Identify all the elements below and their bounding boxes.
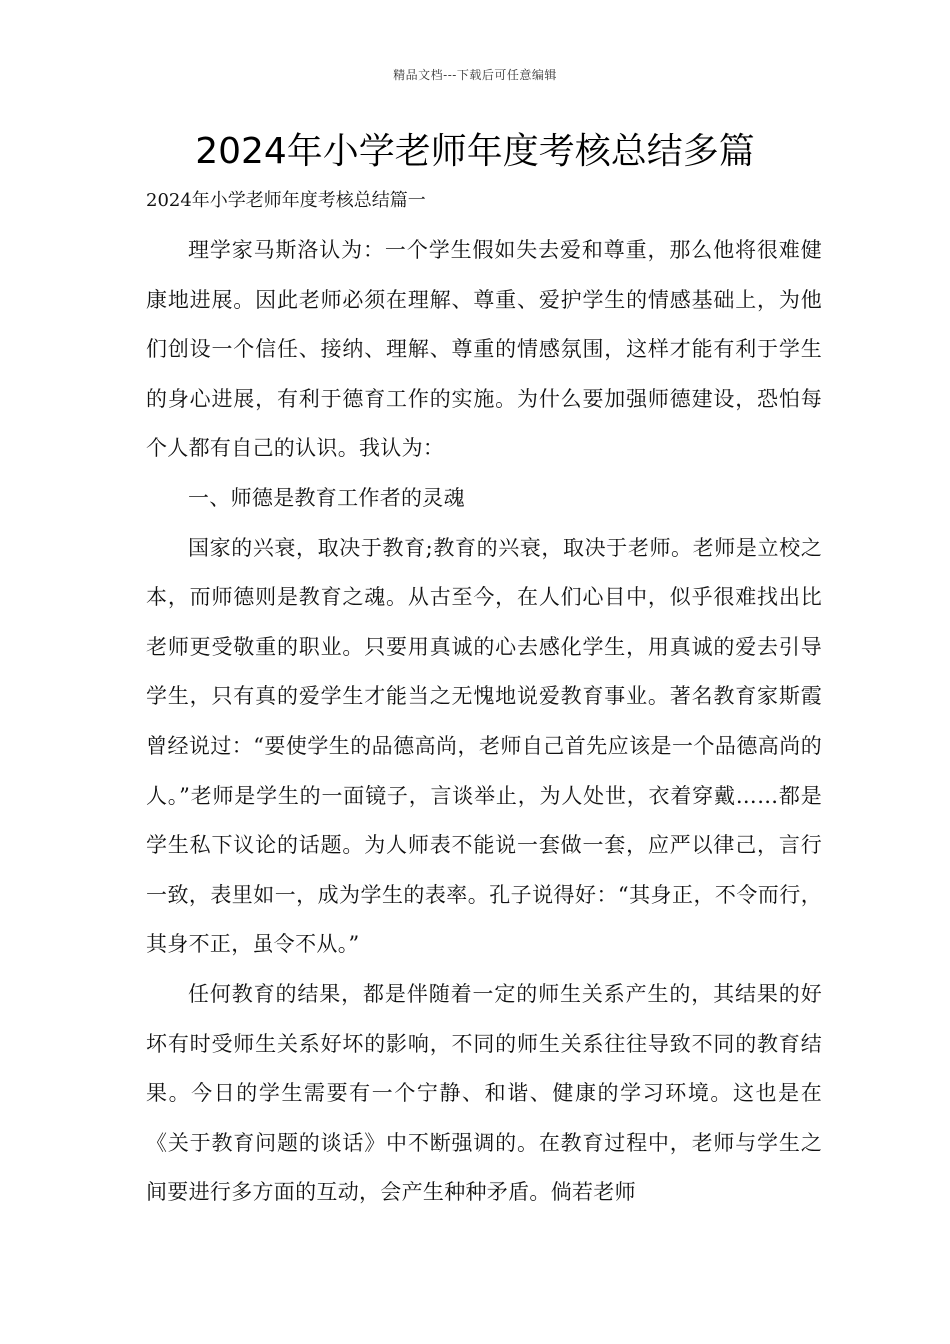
paragraph-teacher-student-relationship: 任何教育的结果，都是伴随着一定的师生关系产生的，其结果的好坏有时受师生关系好坏的影响，不同的师生关系往往导致不同的教育结果。今日的学生需要有一个宁静、和谐、健康的学习环境。这也是在《关于教育问题的谈话》中不断强调的。在教育过程中，老师与学生之间要进行多方面的互动，会产生种种矛盾。倘若老师 xyxy=(146,981,822,1205)
document-title: 2024年小学老师年度考核总结多篇 xyxy=(195,131,755,172)
paragraph-intro: 理学家马斯洛认为：一个学生假如失去爱和尊重，那么他将很难健康地进展。因此老师必须在理解、尊重、爱护学生的情感基础上，为他们创设一个信任、接纳、理解、尊重的情感氛围，这样才能有利于学生的身心进展，有利于德育工作的实施。为什么要加强师德建设，恐怕每个人都有自己的认识。我认为： xyxy=(146,238,822,461)
paragraph-teacher-ethics: 国家的兴衰，取决于教育;教育的兴衰，取决于老师。老师是立校之本，而师德则是教育之魂。从古至今，在人们心目中，似乎很难找出比老师更受敬重的职业。只要用真诚的心去感化学生，用真诚的爱去引导学生，只有真的爱学生才能当之无愧地说爱教育事业。著名教育家斯霞曾经说过：“要使学生的品德高尚，老师自己首先应该是一个品德高尚的人。”老师是学生的一面镜子，言谈举止，为人处世，衣着穿戴……都是学生私下议论的话题。为人师表不能说一套做一套，应严以律己，言行一致，表里如一，成为学生的表率。孔子说得好：“其身正，不令而行，其身不正，虽令不从。” xyxy=(146,535,822,957)
document-body xyxy=(146,226,822,1218)
section-heading: 一、师德是教育工作者的灵魂 xyxy=(188,485,465,510)
header-note: 精品文档---下载后可任意编辑 xyxy=(393,68,557,82)
section-subtitle: 2024年小学老师年度考核总结篇一 xyxy=(146,190,426,211)
